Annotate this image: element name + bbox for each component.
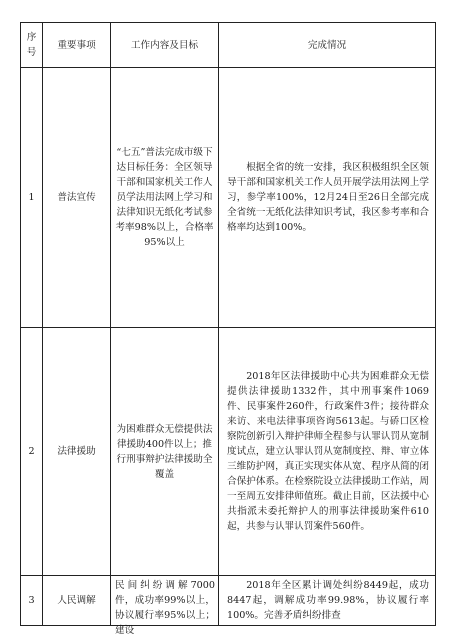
table-row <box>21 328 436 576</box>
row-goal-text: 为困难群众无偿提供法律援助400件以上；推行刑事辩护法律援助全覆盖 <box>116 423 213 480</box>
table-row <box>21 68 436 328</box>
row-goal <box>111 68 219 328</box>
row-result-text: 根据全省的统一安排，我区积极组织全区领导干部和国家机关工作人员开展学法用法网上学习，参学率100%，12月24日至26日全部完成全省统一无纸化法律知识考试，我区参考率和合格率均达到100%。 <box>227 162 429 233</box>
table-header-row <box>21 23 436 68</box>
row-item: 法律援助 <box>43 328 111 576</box>
header-no: 序号 <box>21 23 43 68</box>
row-result <box>219 328 436 576</box>
row-result <box>219 576 436 626</box>
work-table <box>20 22 436 636</box>
header-item: 重要事项 <box>43 23 111 68</box>
header-goal: 工作内容及目标 <box>111 23 219 68</box>
row-item: 人民调解 <box>43 576 111 626</box>
row-item: 普法宣传 <box>43 68 111 328</box>
header-result: 完成情况 <box>219 23 436 68</box>
row-goal <box>111 328 219 576</box>
row-goal-text: 民间纠纷调解7000件，成功率99%以上，协议履行率95%以上；建设 <box>115 580 215 636</box>
row-goal-text: “七五”普法完成市级下达目标任务：全区领导干部和国家机关工作人员学法用法网上学习和法律知识无纸化考试参考率98%以上，合格率95%以上 <box>115 147 214 248</box>
row-goal <box>111 576 219 636</box>
table-row <box>21 576 436 626</box>
row-no: 2 <box>21 328 43 576</box>
row-result <box>219 68 436 328</box>
row-result-wrap <box>219 576 435 625</box>
row-no: 3 <box>21 576 43 626</box>
row-result-text: 2018年全区累计调处纠纷8449起，成功8447起，调解成功率99.98%，协议履行率100%。完善矛盾纠纷排查 <box>227 580 429 621</box>
row-result-text: 2018年区法律援助中心共为困难群众无偿提供法律援助1332件，其中刑事案件1069件、民事案件260件，行政案件3件；接待群众来访、来电法律事项咨询5613起。与硚口区检察院创新引入辩护律师全程参与认罪认罚从宽制度试点，建立认罪认罚从宽制度控、辩、审立体三维防护网，真正实现实体从宽、程序从简的闭合保护体系。在检察院设立法律援助工作站，周一至周五安排律师值班。截止目前，区法援中心共指派未委托辩护人的刑事法律援助案件610起，共参与认罪认罚案件560件。 <box>227 371 429 532</box>
row-no: 1 <box>21 68 43 328</box>
